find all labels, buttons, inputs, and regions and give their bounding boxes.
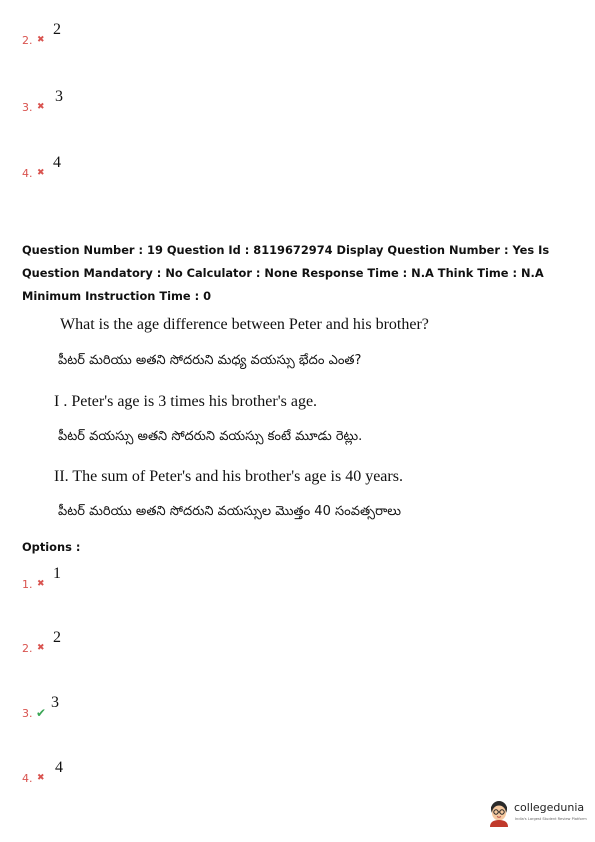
statement-2-te: పీటర్ మరియు అతని సోదరుని వయస్సుల మొత్తం 40 సంవత్సరాలు [58, 504, 401, 519]
option-number: 3. [22, 101, 33, 114]
question-header: Question Number : 19 Question Id : 8119672974 Display Question Number : Yes Is Question Mandatory : No Calculator : None Response Time : N.A Think Time : N.A Minimum Instruction Time : 0 [22, 243, 550, 303]
collegedunia-logo [486, 797, 586, 831]
statement-2-en: II. The sum of Peter's and his brother's age is 40 years. [54, 468, 403, 485]
cross-icon: ✖ [37, 773, 45, 783]
option-4 [22, 759, 142, 785]
cross-icon: ✖ [37, 35, 45, 45]
option-number: 4. [22, 772, 33, 785]
statement-1-te: పీటర్ వయస్సు అతని సోదరుని వయస్సు కంటే మూడు రెట్లు. [58, 429, 363, 444]
option-number: 2. [22, 642, 33, 655]
option-number: 2. [22, 34, 33, 47]
option-2 [22, 629, 142, 655]
prev-option-2 [22, 21, 142, 47]
prev-option-3 [22, 88, 142, 114]
cross-icon: ✖ [37, 102, 45, 112]
question-text-en: What is the age difference between Peter and his brother? [60, 316, 429, 333]
option-value: 3 [51, 694, 59, 711]
student-avatar-icon [486, 799, 512, 827]
cross-icon: ✖ [37, 579, 45, 589]
cross-icon: ✖ [37, 643, 45, 653]
option-value: 1 [53, 565, 61, 582]
logo-name: collegedunia [514, 801, 585, 814]
option-value: 4 [53, 154, 61, 171]
option-number: 3. [22, 707, 33, 720]
question-text-te: పీటర్ మరియు అతని సోదరుని మధ్య వయస్సు భేదం ఎంత? [58, 353, 362, 368]
cross-icon: ✖ [37, 168, 45, 178]
check-icon: ✔ [36, 706, 47, 720]
prev-option-4 [22, 154, 142, 180]
option-number: 4. [22, 167, 33, 180]
statement-1-en: I . Peter's age is 3 times his brother's age. [54, 393, 318, 410]
option-value: 3 [55, 88, 63, 105]
option-value: 2 [53, 629, 61, 646]
option-value: 2 [53, 21, 61, 38]
options-label: Options : [22, 540, 81, 554]
logo-tagline: India's Largest Student Review Platform [515, 817, 587, 821]
option-3 [22, 694, 142, 720]
option-number: 1. [22, 578, 33, 591]
option-value: 4 [55, 759, 63, 776]
option-1 [22, 565, 142, 591]
